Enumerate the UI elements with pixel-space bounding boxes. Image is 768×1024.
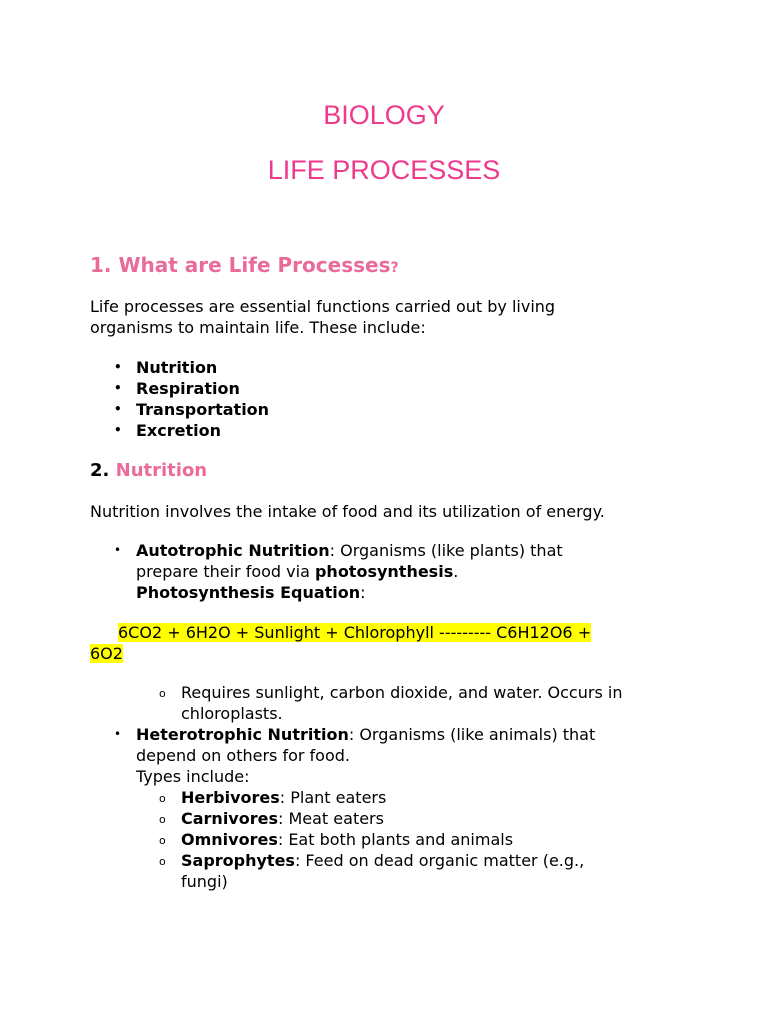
type-desc: : Eat both plants and animals bbox=[277, 830, 514, 849]
autotrophic-term: Autotrophic Nutrition bbox=[136, 541, 330, 560]
list-item bbox=[114, 420, 269, 441]
equation-line1: 6CO2 + 6H2O + Sunlight + Chlorophyll --------- C6H12O6 + bbox=[118, 623, 592, 642]
list-item bbox=[159, 829, 651, 850]
photosynthesis-equation bbox=[90, 622, 650, 664]
circle-bullet-icon: o bbox=[159, 855, 166, 868]
photosynthesis-keyword: photosynthesis bbox=[314, 562, 454, 581]
bullet-icon: • bbox=[114, 360, 122, 374]
type-desc: : Meat eaters bbox=[278, 809, 384, 828]
bullet-icon: • bbox=[114, 727, 122, 741]
circle-bullet-icon: o bbox=[159, 792, 166, 805]
bullet-icon: • bbox=[114, 381, 122, 395]
bullet-icon: • bbox=[114, 402, 122, 416]
bullet-icon: • bbox=[114, 423, 122, 437]
equation-label: Photosynthesis Equation bbox=[136, 583, 361, 602]
section1-intro bbox=[90, 296, 650, 338]
type-term: Omnivores bbox=[181, 830, 278, 849]
section2-heading-text: Nutrition bbox=[115, 460, 208, 481]
requirement-item bbox=[159, 682, 681, 724]
section2-number: 2. bbox=[90, 460, 116, 481]
list-item bbox=[114, 399, 270, 420]
nutrition-types-list bbox=[159, 787, 651, 892]
list-item bbox=[114, 357, 269, 378]
life-processes-list bbox=[114, 357, 270, 441]
type-desc: : Feed on dead organic matter (e.g., bbox=[294, 851, 585, 870]
autotrophic-desc-a: : Organisms (like plants) that bbox=[329, 541, 563, 560]
list-item bbox=[159, 808, 651, 829]
autotrophic-item bbox=[114, 540, 656, 603]
requirement-line1: Requires sunlight, carbon dioxide, and water. Occurs in bbox=[181, 683, 623, 702]
type-term: Saprophytes bbox=[181, 851, 295, 870]
heterotrophic-item bbox=[114, 724, 656, 787]
section1-heading-text: 1. What are Life Processes bbox=[90, 253, 391, 277]
equation-line2: 6O2 bbox=[90, 644, 123, 663]
circle-bullet-icon: o bbox=[159, 687, 166, 700]
type-desc-wrap: fungi) bbox=[181, 872, 228, 891]
list-item-label: Nutrition bbox=[136, 358, 218, 377]
section1-intro-line2: organisms to maintain life. These include: bbox=[90, 318, 426, 337]
bullet-icon: • bbox=[114, 543, 122, 557]
section1-intro-line1: Life processes are essential functions carried out by living bbox=[90, 297, 556, 316]
list-item-label: Excretion bbox=[136, 421, 221, 440]
type-term: Carnivores bbox=[181, 809, 278, 828]
circle-bullet-icon: o bbox=[159, 834, 166, 847]
equation-label-colon: : bbox=[360, 583, 366, 602]
autotrophic-desc-b: prepare their food via bbox=[136, 562, 315, 581]
section1-heading-mark: ? bbox=[390, 260, 399, 276]
document-title: BIOLOGY bbox=[323, 100, 445, 130]
requirement-line2: chloroplasts. bbox=[181, 704, 283, 723]
list-item-label: Respiration bbox=[136, 379, 240, 398]
list-item bbox=[159, 787, 651, 808]
autotrophic-desc-end: . bbox=[453, 562, 459, 581]
list-item-label: Transportation bbox=[136, 400, 270, 419]
circle-bullet-icon: o bbox=[159, 813, 166, 826]
type-desc: : Plant eaters bbox=[279, 788, 387, 807]
list-item bbox=[159, 850, 651, 892]
heterotrophic-desc-a: : Organisms (like animals) that bbox=[348, 725, 596, 744]
type-term: Herbivores bbox=[181, 788, 280, 807]
list-item bbox=[114, 378, 269, 399]
section2-heading bbox=[90, 459, 207, 483]
section1-heading bbox=[90, 252, 399, 281]
document-subtitle: LIFE PROCESSES bbox=[267, 155, 501, 185]
types-label: Types include: bbox=[136, 767, 250, 786]
heterotrophic-term: Heterotrophic Nutrition bbox=[136, 725, 349, 744]
heterotrophic-desc-b: depend on others for food. bbox=[136, 746, 350, 765]
section2-intro: Nutrition involves the intake of food and its utilization of energy. bbox=[90, 502, 605, 521]
